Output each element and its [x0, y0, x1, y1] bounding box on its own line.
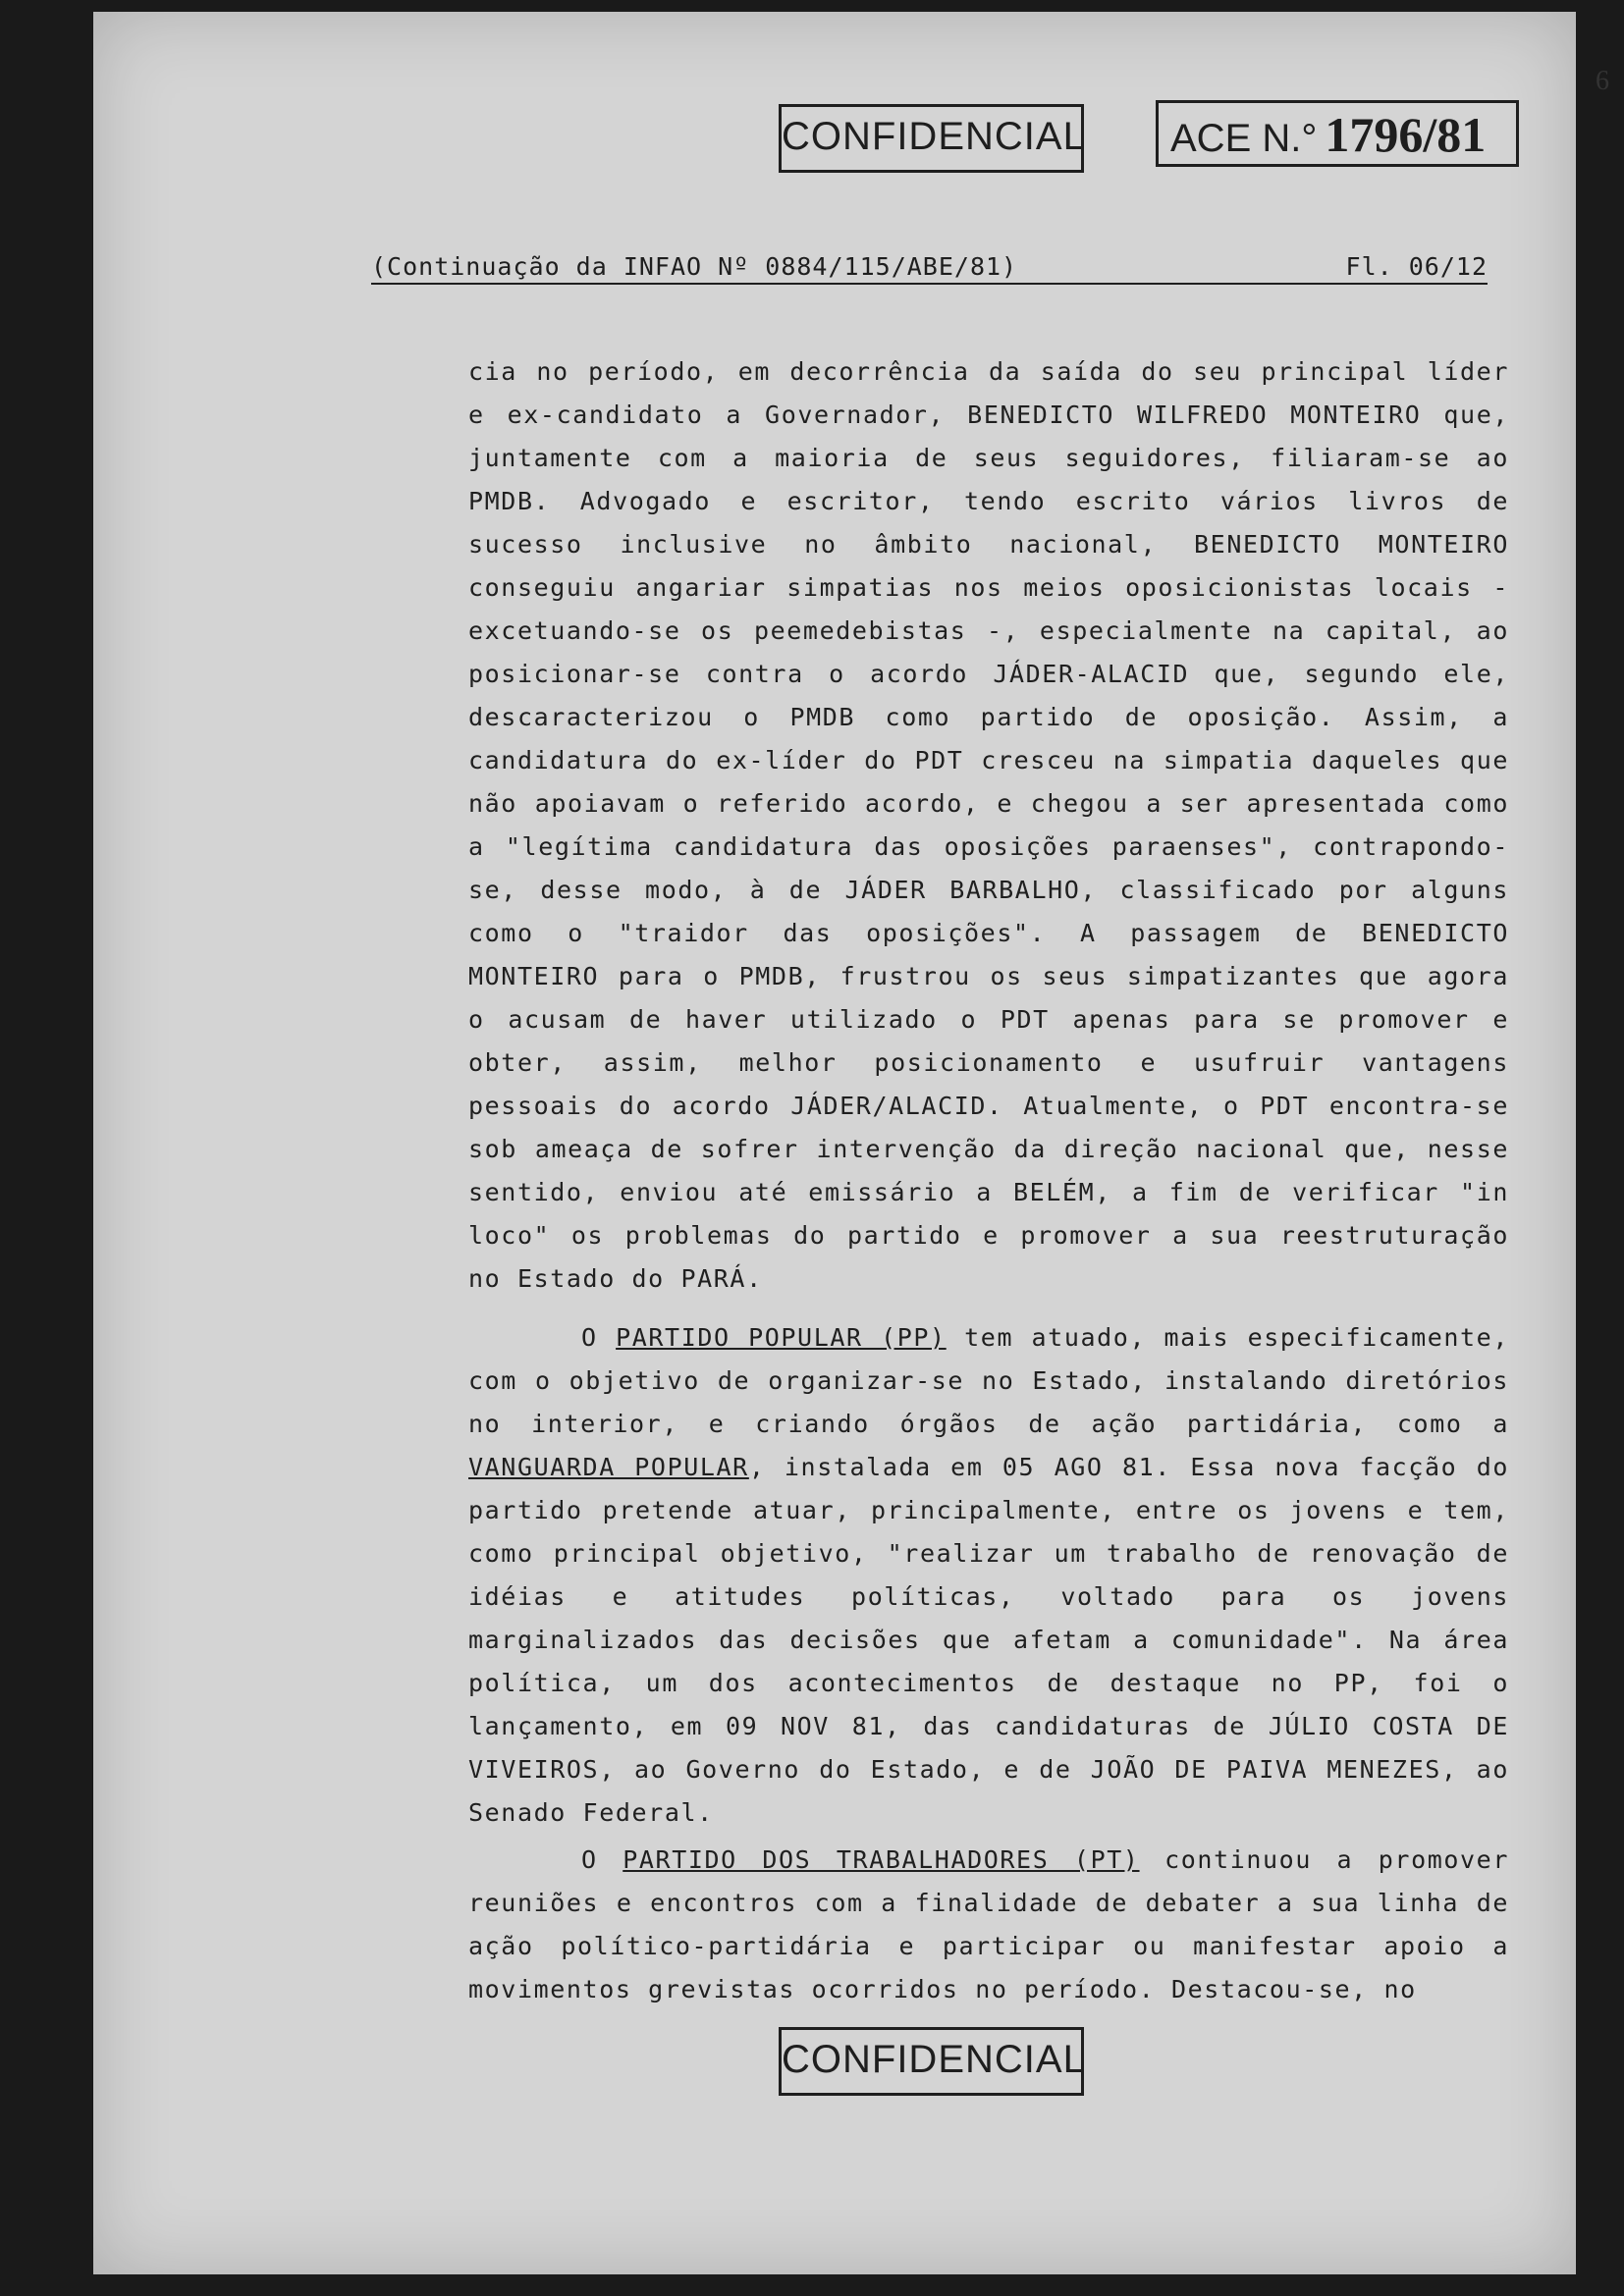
- header-reference: (Continuação da INFAO Nº 0884/115/ABE/81): [371, 252, 1018, 281]
- pp-party-name: PARTIDO POPULAR (PP): [616, 1323, 947, 1352]
- paragraph-pp: [468, 1316, 1509, 1835]
- pt-prefix: O: [581, 1845, 623, 1874]
- paragraph-pdt: cia no período, em decorrência da saída do seu principal líder e ex-candidato a Governador, BENEDICTO WILFREDO MONTEIRO que, juntamente com a maioria de seus seguidores, filiaram-se ao PMDB. Advogado e escritor, tendo escrito vários livros de sucesso inclusive no âmbito nacional, BENEDICTO MONTEIRO conseguiu angariar simpatias nos meios oposicionistas locais - excetuando-se os peemedebistas -, especialmente na capital, ao posicionar-se contra o acordo JÁDER-ALACID que, segundo ele, descaracterizou o PMDB como partido de oposição. Assim, a candidatura do ex-líder do PDT cresceu na simpatia daqueles que não apoiavam o referido acordo, e chegou a ser apresentada como a "legítima candidatura das oposições paraenses", contrapondo-se, desse modo, à de JÁDER BARBALHO, classificado por alguns como o "traidor das oposições". A passagem de BENEDICTO MONTEIRO para o PMDB, frustrou os seus simpatizantes que agora o acusam de haver utilizado o PDT apenas para se promover e obter, assim, melhor posicionamento e usufruir vantagens pessoais do acordo JÁDER/ALACID. Atualmente, o PDT encontra-se sob ameaça de sofrer intervenção da direção nacional que, nesse sentido, enviou até emissário a BELÉM, a fim de verificar "in loco" os problemas do partido e promover a sua reestruturação no Estado do PARÁ.: [468, 357, 1509, 1293]
- document-sheet: [93, 12, 1609, 2274]
- pp-prefix: O: [581, 1323, 617, 1352]
- ace-label: ACE N.°: [1170, 117, 1318, 160]
- pp-text-b: , instalada em 05 AGO 81. Essa nova facção do partido pretende atuar, principalmente, entre os jovens e tem, como principal objetivo, "realizar um trabalho de renovação de idéias e atitudes políticas, voltado para os jovens marginalizados das decisões que afetam a comunidade". Na área política, um dos acontecimentos de destaque no PP, foi o lançamento, em 09 NOV 81, das candidaturas de JÚLIO COSTA DE VIVEIROS, ao Governo do Estado, e de JOÃO DE PAIVA MENEZES, ao Senado Federal.: [468, 1453, 1509, 1827]
- document-body: [468, 350, 1509, 2011]
- confidential-stamp-bottom: CONFIDENCIAL: [779, 2027, 1084, 2096]
- confidential-stamp-top: CONFIDENCIAL: [779, 104, 1084, 173]
- pt-party-name: PARTIDO DOS TRABALHADORES (PT): [623, 1845, 1140, 1874]
- continuation-header: [371, 252, 1488, 285]
- corner-page-mark: 6: [1596, 66, 1609, 96]
- ace-number-stamp: [1156, 100, 1519, 167]
- pp-text-a: tem atuado, mais especificamente, com o objetivo de organizar-se no Estado, instalando diretórios no interior, e criando órgãos de ação partidária, como a: [468, 1323, 1509, 1438]
- pt-text-a: continuou a promover reuniões e encontros com a finalidade de debater a sua linha de ação político-partidária e participar ou manifestar apoio a movimentos grevistas ocorridos no período. Destacou-se, no: [468, 1845, 1509, 2003]
- paragraph-pt: [468, 1839, 1509, 2011]
- header-page-number: Fl. 06/12: [1345, 252, 1488, 281]
- ace-number: 1796/81: [1325, 107, 1487, 162]
- vanguarda-popular: VANGUARDA POPULAR: [468, 1453, 749, 1481]
